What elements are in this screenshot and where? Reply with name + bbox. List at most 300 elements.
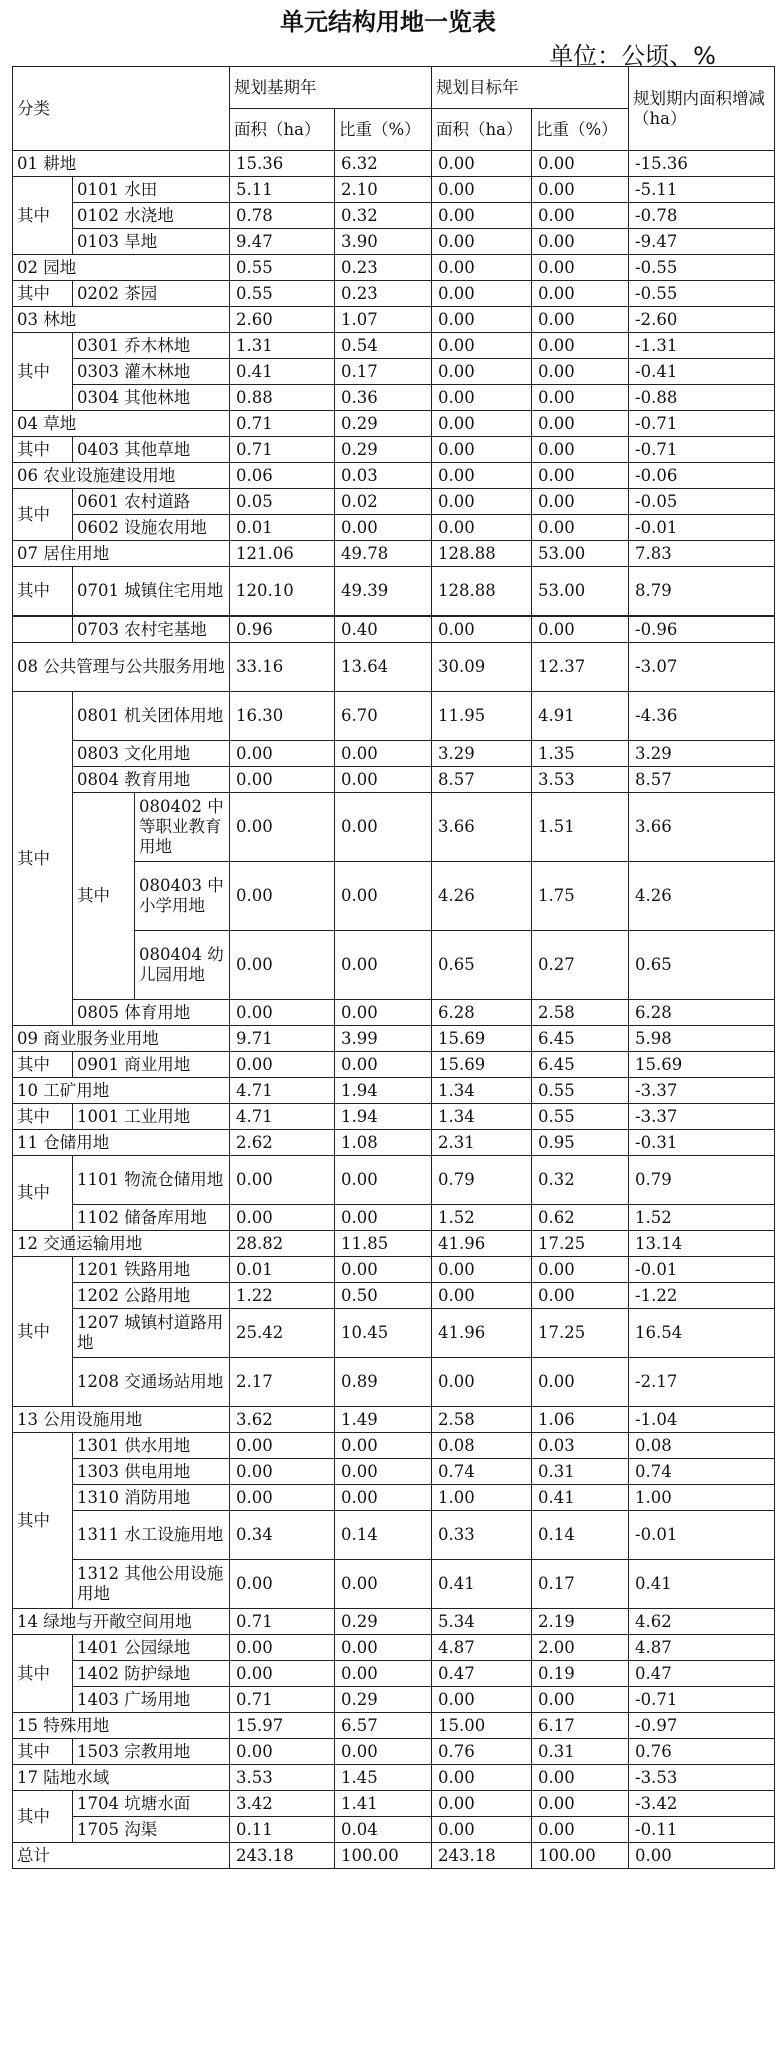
- base-area-cell: 0.00: [230, 766, 335, 792]
- base-ratio-cell: 6.32: [335, 151, 432, 177]
- table-row: [13, 489, 775, 515]
- category-name: 03 林地: [13, 307, 230, 333]
- table-row: [13, 1357, 775, 1406]
- target-area-cell: 1.34: [432, 1077, 532, 1103]
- base-area-cell: 0.06: [230, 463, 335, 489]
- subcategory-name: 1705 沟渠: [73, 1816, 230, 1842]
- target-area-cell: 1.52: [432, 1204, 532, 1230]
- base-area-cell: 4.71: [230, 1077, 335, 1103]
- base-ratio-cell: 0.00: [335, 1660, 432, 1686]
- table-row: [13, 229, 775, 255]
- area-change-cell: -1.31: [629, 333, 775, 359]
- target-area-cell: 0.08: [432, 1432, 532, 1458]
- base-ratio-cell: 6.57: [335, 1712, 432, 1738]
- target-ratio-cell: 0.32: [532, 1155, 629, 1204]
- base-area-cell: 0.00: [230, 861, 335, 930]
- area-change-cell: -3.07: [629, 642, 775, 691]
- target-ratio-cell: 0.00: [532, 281, 629, 307]
- target-ratio-cell: 0.00: [532, 1686, 629, 1712]
- area-change-cell: -4.36: [629, 691, 775, 740]
- area-change-cell: 4.62: [629, 1608, 775, 1634]
- target-area-cell: 0.00: [432, 229, 532, 255]
- qizhong-label: 其中: [73, 792, 135, 999]
- base-ratio-cell: 11.85: [335, 1230, 432, 1256]
- base-ratio-cell: 1.94: [335, 1077, 432, 1103]
- target-area-cell: 0.79: [432, 1155, 532, 1204]
- table-row: [13, 1155, 775, 1204]
- table-row: [13, 437, 775, 463]
- area-change-cell: 1.52: [629, 1204, 775, 1230]
- target-ratio-cell: 2.00: [532, 1634, 629, 1660]
- table-row: [13, 541, 775, 567]
- base-ratio-cell: 0.50: [335, 1282, 432, 1308]
- target-area-cell: 0.00: [432, 281, 532, 307]
- subcategory-name: 1402 防护绿地: [73, 1660, 230, 1686]
- base-area-cell: 0.00: [230, 1432, 335, 1458]
- base-ratio-cell: 0.40: [335, 616, 432, 643]
- base-ratio-cell: 0.00: [335, 1484, 432, 1510]
- table-row: [13, 1816, 775, 1842]
- target-ratio-cell: 2.19: [532, 1608, 629, 1634]
- base-area-cell: 0.71: [230, 437, 335, 463]
- table-row: [13, 203, 775, 229]
- base-ratio-cell: 0.00: [335, 999, 432, 1025]
- land-use-table: [12, 66, 775, 1869]
- target-ratio-cell: 0.00: [532, 255, 629, 281]
- subcategory-name: 0101 水田: [73, 177, 230, 203]
- area-change-cell: -0.71: [629, 1686, 775, 1712]
- table-row: [13, 1256, 775, 1282]
- category-name: 01 耕地: [13, 151, 230, 177]
- subcategory-name: 1001 工业用地: [73, 1103, 230, 1129]
- area-change-cell: 7.83: [629, 541, 775, 567]
- target-area-cell: 0.33: [432, 1510, 532, 1559]
- area-change-cell: -9.47: [629, 229, 775, 255]
- table-row: [13, 515, 775, 541]
- base-ratio-cell: 0.00: [335, 1256, 432, 1282]
- subcategory-name: 0103 旱地: [73, 229, 230, 255]
- area-change-cell: 0.00: [629, 1842, 775, 1868]
- base-area-cell: 9.47: [230, 229, 335, 255]
- area-change-cell: -0.01: [629, 515, 775, 541]
- subcategory-name: 1101 物流仓储用地: [73, 1155, 230, 1204]
- target-area-cell: 3.29: [432, 740, 532, 766]
- target-ratio-cell: 6.17: [532, 1712, 629, 1738]
- target-ratio-cell: 0.95: [532, 1129, 629, 1155]
- subcategory-name: 0303 灌木林地: [73, 359, 230, 385]
- base-area-cell: 2.17: [230, 1357, 335, 1406]
- area-change-cell: -3.53: [629, 1764, 775, 1790]
- base-area-cell: 243.18: [230, 1842, 335, 1868]
- base-ratio-cell: 6.70: [335, 691, 432, 740]
- base-ratio-cell: 1.08: [335, 1129, 432, 1155]
- header-base-ratio: 比重（%）: [335, 109, 432, 151]
- table-row: [13, 1790, 775, 1816]
- base-area-cell: 0.41: [230, 359, 335, 385]
- target-area-cell: 4.87: [432, 1634, 532, 1660]
- base-area-cell: 0.01: [230, 515, 335, 541]
- table-row: [13, 463, 775, 489]
- category-name: 09 商业服务业用地: [13, 1025, 230, 1051]
- subcategory-name: 1202 公路用地: [73, 1282, 230, 1308]
- area-change-cell: -3.37: [629, 1077, 775, 1103]
- area-change-cell: -15.36: [629, 151, 775, 177]
- subcategory-name: 0805 体育用地: [73, 999, 230, 1025]
- base-ratio-cell: 0.00: [335, 766, 432, 792]
- table-row: [13, 151, 775, 177]
- target-area-cell: 0.00: [432, 203, 532, 229]
- table-row: [13, 1510, 775, 1559]
- header-target-ratio: 比重（%）: [532, 109, 629, 151]
- area-change-cell: 4.26: [629, 861, 775, 930]
- target-ratio-cell: 0.00: [532, 385, 629, 411]
- subcategory-name: 0803 文化用地: [73, 740, 230, 766]
- subcategory-name: 0703 农村宅基地: [73, 616, 230, 643]
- base-area-cell: 2.60: [230, 307, 335, 333]
- subcategory-name: 1401 公园绿地: [73, 1634, 230, 1660]
- qizhong-label: 其中: [13, 1155, 73, 1230]
- area-change-cell: 0.41: [629, 1559, 775, 1608]
- table-row: [13, 1204, 775, 1230]
- subcategory-name: 0202 茶园: [73, 281, 230, 307]
- base-ratio-cell: 0.36: [335, 385, 432, 411]
- target-area-cell: 0.00: [432, 616, 532, 643]
- target-area-cell: 0.00: [432, 515, 532, 541]
- target-area-cell: 0.00: [432, 1357, 532, 1406]
- area-change-cell: 13.14: [629, 1230, 775, 1256]
- base-area-cell: 25.42: [230, 1308, 335, 1357]
- table-row: [13, 1608, 775, 1634]
- subcategory-name: 0301 乔木林地: [73, 333, 230, 359]
- subcategory-name: 0601 农村道路: [73, 489, 230, 515]
- area-change-cell: -0.55: [629, 281, 775, 307]
- target-ratio-cell: 0.00: [532, 229, 629, 255]
- target-ratio-cell: 1.35: [532, 740, 629, 766]
- base-area-cell: 0.00: [230, 1634, 335, 1660]
- subcategory-name: 0102 水浇地: [73, 203, 230, 229]
- area-change-cell: -0.05: [629, 489, 775, 515]
- area-change-cell: 15.69: [629, 1051, 775, 1077]
- target-area-cell: 0.47: [432, 1660, 532, 1686]
- base-area-cell: 121.06: [230, 541, 335, 567]
- target-ratio-cell: 12.37: [532, 642, 629, 691]
- subcategory-name: 1303 供电用地: [73, 1458, 230, 1484]
- target-ratio-cell: 0.00: [532, 151, 629, 177]
- subcategory-name: 1208 交通场站用地: [73, 1357, 230, 1406]
- base-area-cell: 0.00: [230, 1204, 335, 1230]
- base-area-cell: 0.00: [230, 740, 335, 766]
- base-ratio-cell: 0.00: [335, 1738, 432, 1764]
- subcategory-name: 1310 消防用地: [73, 1484, 230, 1510]
- table-row: [13, 1738, 775, 1764]
- table-row: [13, 177, 775, 203]
- table-row: [13, 359, 775, 385]
- target-ratio-cell: 0.17: [532, 1559, 629, 1608]
- base-area-cell: 0.11: [230, 1816, 335, 1842]
- subcategory-name: 0701 城镇住宅用地: [73, 567, 230, 616]
- subcategory-name: 1403 广场用地: [73, 1686, 230, 1712]
- table-row: [13, 567, 775, 616]
- base-ratio-cell: 0.32: [335, 203, 432, 229]
- subcategory-name: 0602 设施农用地: [73, 515, 230, 541]
- base-ratio-cell: 0.29: [335, 1608, 432, 1634]
- area-change-cell: 0.47: [629, 1660, 775, 1686]
- target-ratio-cell: 0.00: [532, 515, 629, 541]
- table-row: [13, 1103, 775, 1129]
- qizhong-label: 其中: [13, 437, 73, 463]
- header-target-year: 规划目标年: [432, 67, 629, 109]
- target-area-cell: 1.34: [432, 1103, 532, 1129]
- base-area-cell: 15.97: [230, 1712, 335, 1738]
- base-ratio-cell: 0.23: [335, 255, 432, 281]
- base-area-cell: 2.62: [230, 1129, 335, 1155]
- category-name: 07 居住用地: [13, 541, 230, 567]
- area-change-cell: 8.57: [629, 766, 775, 792]
- base-ratio-cell: 10.45: [335, 1308, 432, 1357]
- area-change-cell: 6.28: [629, 999, 775, 1025]
- category-name: 06 农业设施建设用地: [13, 463, 230, 489]
- target-ratio-cell: 17.25: [532, 1230, 629, 1256]
- base-ratio-cell: 1.45: [335, 1764, 432, 1790]
- base-ratio-cell: 1.94: [335, 1103, 432, 1129]
- target-area-cell: 0.65: [432, 930, 532, 999]
- area-change-cell: -5.11: [629, 177, 775, 203]
- target-area-cell: 0.00: [432, 307, 532, 333]
- category-name: 04 草地: [13, 411, 230, 437]
- table-row: [13, 999, 775, 1025]
- base-area-cell: 0.00: [230, 999, 335, 1025]
- target-ratio-cell: 0.00: [532, 359, 629, 385]
- category-name: 13 公用设施用地: [13, 1406, 230, 1432]
- base-area-cell: 0.01: [230, 1256, 335, 1282]
- area-change-cell: 3.66: [629, 792, 775, 861]
- target-ratio-cell: 3.53: [532, 766, 629, 792]
- qizhong-label: 其中: [13, 177, 73, 255]
- area-change-cell: -0.01: [629, 1256, 775, 1282]
- subcategory-name: 080402 中等职业教育用地: [135, 792, 230, 861]
- target-ratio-cell: 0.00: [532, 1357, 629, 1406]
- area-change-cell: -0.55: [629, 255, 775, 281]
- target-ratio-cell: 0.00: [532, 307, 629, 333]
- subcategory-name: 080403 中小学用地: [135, 861, 230, 930]
- category-name: 10 工矿用地: [13, 1077, 230, 1103]
- base-area-cell: 0.71: [230, 1608, 335, 1634]
- base-area-cell: 0.00: [230, 792, 335, 861]
- base-ratio-cell: 3.90: [335, 229, 432, 255]
- base-ratio-cell: 49.78: [335, 541, 432, 567]
- base-area-cell: 0.71: [230, 1686, 335, 1712]
- subcategory-name: 1207 城镇村道路用地: [73, 1308, 230, 1357]
- target-area-cell: 15.00: [432, 1712, 532, 1738]
- target-area-cell: 0.00: [432, 1256, 532, 1282]
- base-area-cell: 0.78: [230, 203, 335, 229]
- base-ratio-cell: 1.41: [335, 1790, 432, 1816]
- target-ratio-cell: 0.00: [532, 203, 629, 229]
- target-ratio-cell: 53.00: [532, 567, 629, 616]
- base-ratio-cell: 0.00: [335, 792, 432, 861]
- category-name: 15 特殊用地: [13, 1712, 230, 1738]
- target-area-cell: 0.00: [432, 1790, 532, 1816]
- table-row: [13, 691, 775, 740]
- header-base-year: 规划基期年: [230, 67, 432, 109]
- target-area-cell: 0.00: [432, 463, 532, 489]
- subcategory-name: 0304 其他林地: [73, 385, 230, 411]
- target-ratio-cell: 2.58: [532, 999, 629, 1025]
- table-row: [13, 642, 775, 691]
- base-area-cell: 0.05: [230, 489, 335, 515]
- target-area-cell: 30.09: [432, 642, 532, 691]
- base-ratio-cell: 1.07: [335, 307, 432, 333]
- base-area-cell: 1.22: [230, 1282, 335, 1308]
- target-area-cell: 41.96: [432, 1230, 532, 1256]
- base-ratio-cell: 0.29: [335, 411, 432, 437]
- table-row: [13, 1686, 775, 1712]
- target-ratio-cell: 0.55: [532, 1103, 629, 1129]
- target-ratio-cell: 4.91: [532, 691, 629, 740]
- base-area-cell: 3.62: [230, 1406, 335, 1432]
- base-area-cell: 33.16: [230, 642, 335, 691]
- base-area-cell: 4.71: [230, 1103, 335, 1129]
- area-change-cell: 1.00: [629, 1484, 775, 1510]
- area-change-cell: -0.31: [629, 1129, 775, 1155]
- area-change-cell: 5.98: [629, 1025, 775, 1051]
- qizhong-label: 其中: [13, 567, 73, 616]
- total-label: 总计: [13, 1842, 230, 1868]
- base-ratio-cell: 0.03: [335, 463, 432, 489]
- area-change-cell: -2.60: [629, 307, 775, 333]
- target-area-cell: 0.00: [432, 359, 532, 385]
- base-area-cell: 15.36: [230, 151, 335, 177]
- target-ratio-cell: 0.55: [532, 1077, 629, 1103]
- table-row: [13, 1077, 775, 1103]
- target-area-cell: 0.00: [432, 1686, 532, 1712]
- target-area-cell: 0.00: [432, 177, 532, 203]
- base-ratio-cell: 13.64: [335, 642, 432, 691]
- base-area-cell: 0.96: [230, 616, 335, 643]
- table-row: [13, 307, 775, 333]
- target-ratio-cell: 0.00: [532, 1816, 629, 1842]
- table-row: [13, 1406, 775, 1432]
- target-area-cell: 3.66: [432, 792, 532, 861]
- area-change-cell: -3.42: [629, 1790, 775, 1816]
- base-area-cell: 0.00: [230, 930, 335, 999]
- target-ratio-cell: 0.62: [532, 1204, 629, 1230]
- subcategory-name: 0804 教育用地: [73, 766, 230, 792]
- table-row: [13, 411, 775, 437]
- base-ratio-cell: 0.00: [335, 515, 432, 541]
- category-name: 12 交通运输用地: [13, 1230, 230, 1256]
- target-ratio-cell: 0.00: [532, 1764, 629, 1790]
- target-area-cell: 41.96: [432, 1308, 532, 1357]
- target-ratio-cell: 0.41: [532, 1484, 629, 1510]
- base-area-cell: 120.10: [230, 567, 335, 616]
- area-change-cell: -1.22: [629, 1282, 775, 1308]
- category-name: 17 陆地水域: [13, 1764, 230, 1790]
- target-area-cell: 0.41: [432, 1559, 532, 1608]
- base-ratio-cell: 0.02: [335, 489, 432, 515]
- base-area-cell: 0.00: [230, 1484, 335, 1510]
- subcategory-name: 0801 机关团体用地: [73, 691, 230, 740]
- area-change-cell: -0.78: [629, 203, 775, 229]
- base-ratio-cell: 0.00: [335, 1458, 432, 1484]
- target-area-cell: 1.00: [432, 1484, 532, 1510]
- base-ratio-cell: 0.17: [335, 359, 432, 385]
- target-ratio-cell: 0.00: [532, 616, 629, 643]
- area-change-cell: 4.87: [629, 1634, 775, 1660]
- base-area-cell: 0.00: [230, 1660, 335, 1686]
- qizhong-label: 其中: [13, 333, 73, 411]
- header-target-area: 面积（ha）: [432, 109, 532, 151]
- qizhong-label: 其中: [13, 281, 73, 307]
- base-ratio-cell: 49.39: [335, 567, 432, 616]
- area-change-cell: -0.96: [629, 616, 775, 643]
- table-row: [13, 385, 775, 411]
- area-change-cell: -1.04: [629, 1406, 775, 1432]
- target-area-cell: 0.76: [432, 1738, 532, 1764]
- table-row: [13, 766, 775, 792]
- blank-cell: [13, 616, 73, 643]
- target-ratio-cell: 0.00: [532, 489, 629, 515]
- target-area-cell: 11.95: [432, 691, 532, 740]
- target-area-cell: 0.00: [432, 333, 532, 359]
- target-area-cell: 2.58: [432, 1406, 532, 1432]
- target-area-cell: 0.00: [432, 437, 532, 463]
- target-area-cell: 128.88: [432, 541, 532, 567]
- base-ratio-cell: 0.89: [335, 1357, 432, 1406]
- base-ratio-cell: 2.10: [335, 177, 432, 203]
- target-area-cell: 0.00: [432, 151, 532, 177]
- table-row: [13, 1484, 775, 1510]
- target-ratio-cell: 1.51: [532, 792, 629, 861]
- base-area-cell: 0.00: [230, 1051, 335, 1077]
- target-area-cell: 243.18: [432, 1842, 532, 1868]
- target-area-cell: 8.57: [432, 766, 532, 792]
- target-area-cell: 6.28: [432, 999, 532, 1025]
- area-change-cell: 0.74: [629, 1458, 775, 1484]
- table-row: [13, 1660, 775, 1686]
- area-change-cell: 0.65: [629, 930, 775, 999]
- target-ratio-cell: 0.19: [532, 1660, 629, 1686]
- target-area-cell: 0.00: [432, 411, 532, 437]
- table-row: [13, 1129, 775, 1155]
- qizhong-label: 其中: [13, 1256, 73, 1406]
- target-ratio-cell: 1.06: [532, 1406, 629, 1432]
- table-row: [13, 1308, 775, 1357]
- table-row: [13, 616, 775, 643]
- base-ratio-cell: 0.54: [335, 333, 432, 359]
- target-area-cell: 0.00: [432, 1764, 532, 1790]
- qizhong-label: 其中: [13, 1634, 73, 1712]
- base-ratio-cell: 0.00: [335, 1155, 432, 1204]
- base-ratio-cell: 0.00: [335, 930, 432, 999]
- subcategory-name: 0403 其他草地: [73, 437, 230, 463]
- base-area-cell: 0.00: [230, 1738, 335, 1764]
- base-area-cell: 5.11: [230, 177, 335, 203]
- base-area-cell: 0.71: [230, 411, 335, 437]
- base-area-cell: 0.34: [230, 1510, 335, 1559]
- table-row: [13, 255, 775, 281]
- table-row: [13, 1025, 775, 1051]
- table-row: [13, 740, 775, 766]
- table-row: [13, 1282, 775, 1308]
- base-ratio-cell: 0.00: [335, 861, 432, 930]
- table-row: [13, 1051, 775, 1077]
- subcategory-name: 1704 坑塘水面: [73, 1790, 230, 1816]
- target-area-cell: 2.31: [432, 1129, 532, 1155]
- base-ratio-cell: 0.29: [335, 1686, 432, 1712]
- target-ratio-cell: 0.00: [532, 1256, 629, 1282]
- target-area-cell: 0.74: [432, 1458, 532, 1484]
